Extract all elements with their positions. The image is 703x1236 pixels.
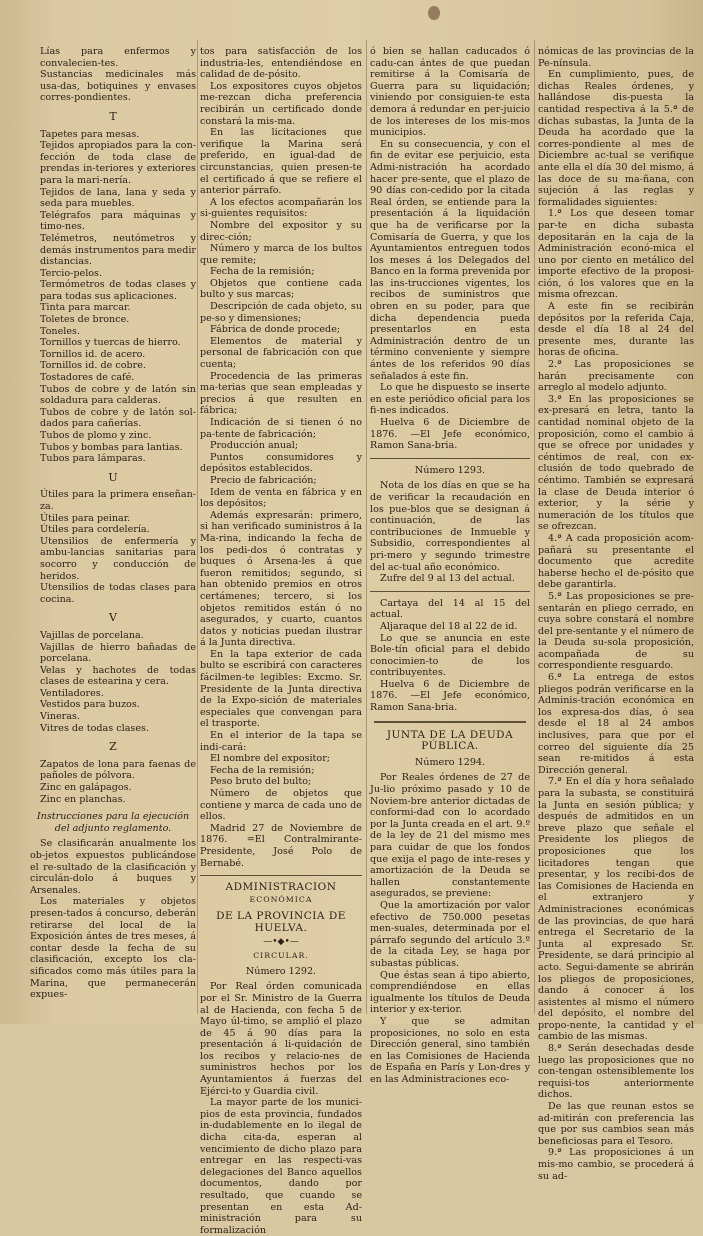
paragraph-continued: nómicas de las provincias de la Pe-nínsula.	[538, 46, 694, 69]
section-subheader: CIRCULAR.	[253, 951, 309, 961]
column-divider	[197, 40, 198, 1014]
paragraph: Nombre del expositor y su direc-ción;	[200, 219, 362, 243]
catalog-item: Tejidos de lana, lana y seda y seda para muebles.	[40, 186, 196, 210]
paragraph: Precio de fabricación;	[210, 474, 317, 486]
catalog-item: Termómetros de todas clases y para todas sus aplicaciones.	[40, 279, 196, 302]
section-rule	[370, 591, 530, 592]
catalog-item: Vineras.	[40, 711, 80, 723]
paragraph: 6.ª La entrega de estos pliegos podrán verificarse en la Adminis-tración económica en los expresa-dos días, ó sea desde el 18 al 24 ambos inclusives, para que por el correo del siguiente día 25 sean re-mitidos á esta Dirección general.	[538, 672, 694, 776]
column-3	[370, 46, 530, 1085]
catalog-item: Ventiladores.	[40, 687, 104, 699]
paragraph-continued: ó bien se hallan caducados ó cadu-can ántes de que puedan remitirse á la Comisaría de Guerra para su liquidación; viniendo por consiguien-te esta demora á redundar en per-juicio de los intereses de los mis-mos municipios.	[370, 46, 530, 139]
section-header: JUNTA DE LA DEUDA PÚBLICA.	[386, 728, 514, 753]
paragraph: 8.ª Serán desechadas desde luego las proposiciones que no con-tengan ostensiblemente los requisi-tos anteriormente dichos.	[538, 1043, 694, 1101]
paragraph: De las que reunan estos se ad-mitirán con preferencia las que por sus cambios sean más beneficiosas para el Tesoro.	[538, 1101, 694, 1147]
paragraph: Nota de los días en que se ha de verificar la recaudación en los pue-blos que se designan á continuación, de las contribuciones de Inmueble y Subsidio, correspondientes al pri-mero y segundo trimestre del ac-tual año económico.	[370, 480, 530, 573]
paragraph: Número y marca de los bultos que remite;	[200, 243, 362, 266]
notice-number: Número 1294.	[414, 756, 486, 768]
catalog-item: Útiles para cordelería.	[40, 524, 150, 536]
catalog-item: Tinta para marcar.	[40, 302, 131, 314]
catalog-item: Zinc en galápagos.	[40, 782, 132, 794]
paragraph: En cumplimiento, pues, de dichas Reales órdenes, y hallándose dis-puesta la cantidad respectiva á la 5.ª de dichas subastas, la Junta de la Deuda ha acordado que la corres-pondiente al mes de Diciembre ac-tual se verifique ante ella el día 30 del mismo, á las doce de su ma-ñana, con sujeción á las reglas y formalidades siguientes:	[538, 69, 694, 208]
column-4	[538, 46, 694, 1182]
catalog-item: Tapetes para mesas.	[40, 128, 140, 140]
section-header: DE LA PROVINCIA DE HUELVA.	[216, 910, 346, 934]
section-header: ADMINISTRACION	[225, 881, 337, 894]
paragraph: Lo que he dispuesto se inserte en este periódico oficial para los fi-nes indicados.	[370, 382, 530, 417]
paragraph: Huelva 6 de Diciembre de 1876. —El Jefe económico, Ramon Sana-bria.	[370, 678, 530, 714]
paragraph: A este fin se recibirán depósitos por la referida Caja, desde el día 18 al 24 del presente mes, durante las horas de oficina.	[538, 301, 694, 359]
catalog-item: Útiles para la primera enseñan-za.	[40, 489, 196, 512]
paragraph: A los efectos acompañarán los si-guientes requisitos:	[200, 196, 362, 220]
paragraph: Que la amortización por valor efectivo de 750.000 pesetas men-suales, determinada por el párrafo segundo del artículo 3.º de la citada Ley, se haga por subastas públicas.	[370, 899, 530, 969]
paragraph: En el interior de la tapa se indi-cará:	[200, 730, 362, 753]
paragraph: Indicación de si tienen ó no pa-tente de fabricación;	[200, 417, 362, 440]
paragraph: Fecha de la remisión;	[210, 266, 315, 278]
catalog-item: Tercio-pelos.	[40, 267, 103, 279]
catalog-item: Tubos de cobre y de latón sin soldadura para calderas.	[40, 383, 196, 407]
paragraph: Producción anual;	[210, 440, 299, 452]
paragraph: Además expresarán: primero, si han verificado suministros á la Ma-rina, indicando la fecha de los pedi-dos ó contratas y buques ó Arsena-les á que fueron remitidos; segundo, si han obtenido premios en otros certámenes; tercero, si los objetos remitidos están ó no asegurados, y cuarto, cuantos datos y noticias puedan ilustrar á la Junta directiva.	[200, 509, 362, 649]
column-2	[200, 46, 362, 1236]
notice-number: Número 1293.	[414, 464, 486, 476]
paragraph: Aljaraque del 18 al 22 de id.	[380, 620, 518, 632]
paragraph: Fábrica de donde procede;	[210, 324, 341, 336]
section-rule	[370, 458, 530, 459]
catalog-item: Zapatos de lona para faenas de pañoles de pólvora.	[40, 758, 196, 782]
paragraph: Procedencia de las primeras ma-terias que sean empleadas y precios á que resulten en fábrica;	[200, 370, 362, 417]
instructions-heading: Instrucciones para la ejecución del adjunto reglamento.	[36, 811, 190, 834]
paragraph: Descripción de cada objeto, su pe-so y dimensiones;	[200, 301, 362, 324]
catalog-item: Tornillos y tuercas de hierro.	[40, 337, 181, 349]
catalog-item: Telégrafos para máquinas y timo-nes.	[40, 209, 196, 233]
catalog-item: Vajillas de porcelana.	[40, 629, 144, 641]
catalog-item: Lías para enfermos y convalecien-tes.	[40, 46, 196, 69]
ornament: —•◆•—	[263, 936, 299, 947]
column-1	[30, 46, 196, 1014]
paragraph: 3.ª En las proposiciones se ex-presará en letra, tanto la cantidad nominal objeto de la proposición, como el cambio á que se ofrece por unidades y céntimos de real, con ex-clusión de todo quebrado de céntimo. También se expresará la clase de Deuda interior ó exterior, y la série y numeración de los títulos que se ofrezcan.	[538, 393, 694, 533]
ink-stain	[428, 6, 440, 20]
paragraph: 2.ª Las proposiciones se harán precisamente con arreglo al modelo adjunto.	[538, 359, 694, 394]
section-letter: V	[109, 611, 117, 625]
catalog-item: Telémetros, neutómetros y demás instrumentos para medir distancias.	[40, 232, 196, 268]
paragraph: Peso bruto del bulto;	[210, 776, 312, 788]
section-subheader: ECONÓMICA	[249, 894, 313, 904]
paragraph: Y que se admitan proposiciones, no solo en esta Dirección general, sino también en las Comisiones de Hacienda de España en París y Lon-dres y en las Administraciones eco-	[370, 1015, 530, 1085]
paragraph: 5.ª Las proposiciones se pre-sentarán en pliego cerrado, en cuya sobre constará el nombre del pre-sentante y el número de la Deuda su-sola proposición, acompañada de su correspondiente resguardo.	[538, 590, 694, 672]
paragraph: 9.ª Las proposiciones á un mis-mo cambio, se procederá á su ad-	[538, 1147, 694, 1182]
paragraph: Lo que se anuncia en este Bole-tín oficial para el debido conocimien-to de los contribuyentes.	[370, 632, 530, 679]
paragraph: El nombre del expositor;	[210, 753, 331, 765]
paragraph: Objetos que contiene cada bulto y sus marcas;	[200, 277, 362, 301]
catalog-item: Tubos de cobre y de latón sol-dados para cañerías.	[40, 406, 196, 430]
notice-number: Número 1292.	[245, 965, 317, 977]
catalog-item: Toletes de bronce.	[40, 314, 130, 326]
catalog-item: Tostadores de café.	[40, 372, 135, 384]
section-letter: T	[109, 109, 117, 123]
catalog-item: Tubos y bombas para lantias.	[40, 441, 183, 453]
catalog-item: Tornillos id. de cobre.	[40, 360, 146, 372]
section-letter: U	[108, 470, 118, 484]
paragraph: Número de objetos que contiene y marca de cada uno de ellos.	[200, 788, 362, 823]
catalog-item: Tubos de plomo y zinc.	[40, 430, 152, 441]
catalog-item: Tornillos id. de acero.	[40, 348, 146, 360]
paragraph: Zufre del 9 al 13 del actual.	[380, 573, 515, 585]
section-rule	[200, 875, 362, 876]
paragraph: La mayor parte de los munici-pios de esta provincia, fundados in-dudablemente en lo ilegal de dicha cita-da, esperan al vencimiento de dicho plazo para entregar en las respecti-vas delegaciones del Banco aquellos documentos, dando por resultado, que cuando se presentan en esta Ad-ministración para su formalización	[200, 1097, 362, 1236]
paragraph: Huelva 6 de Diciembre de 1876. —El Jefe económico, Ramon Sana-bria.	[370, 417, 530, 452]
paragraph: Se clasificarán anualmente los ob-jetos expuestos publicándose el re-sultado de la clasificación y circulán-dolo á buques y Arsenales.	[30, 838, 196, 896]
paragraph: Por Reales órdenes de 27 de Ju-lio próximo pasado y 10 de Noviem-bre anterior dictadas de conformi-dad con lo acordado por la Junta creada en el art. 9.º de la ley de 21 del mismo mes para cuidar de que los fondos que exija el pago de inte-reses y amortización de la Deuda se hallen constantemente asegurados, se previene:	[370, 772, 530, 900]
catalog-item: Tejidos apropiados para la con-fección de toda clase de prendas in-teriores y exteriores para la mari-nería.	[40, 140, 196, 186]
section-rule	[374, 721, 526, 723]
column-divider	[366, 40, 367, 1014]
paragraph: Elementos de material y personal de fabricación con que cuenta;	[200, 335, 362, 371]
paragraph: Los materiales y objetos presen-tados á concurso, deberán retirarse del local de la Exposición ántes de tres meses, á contar desde la fecha de su clasificación, excepto los cla-sificados como más útiles para la Marina, que permanecerán expues-	[30, 896, 196, 1001]
catalog-item: Vajillas de hierro bañadas de porcelana.	[40, 641, 196, 665]
catalog-item: Vitres de todas clases.	[40, 722, 149, 734]
catalog-item: Toneles.	[40, 325, 81, 337]
section-letter: Z	[109, 740, 117, 754]
paragraph: 1.ª Los que deseen tomar par-te en dicha subasta depositarán en la caja de la Administración econó-mica el uno por ciento en metálico del importe efectivo de la proposi-ción, ó los valores que en la misma ofrezcan.	[538, 208, 694, 301]
paragraph: En su consecuencia, y con el fin de evitar ese perjuicio, esta Admi-nistración ha acordado hacer pre-sente, que el plazo de 90 días con-cedido por la citada Real órden, se entiende para la presentación á la liquidación que ha de verificarse por la Comisaría de Guerra, y que los Ayuntamientos entreguen todos los meses á los Delegados del Banco en la forma prevenida por las ins-trucciones vigentes, los recibos de suministros que obren en su poder, para que dicha dependencia pueda presentarlos en esta Administración dentro de un término conveniente y siempre ántes de los referidos 90 días señalados á este fin.	[370, 138, 530, 382]
catalog-item: Zinc en planchas.	[40, 793, 126, 805]
catalog-item: Tubos para lámparas.	[40, 453, 146, 465]
catalog-item: Utensilios de enfermería y ambu-lancias sanitarias para socorro y conducción de heridos.	[40, 535, 196, 582]
paragraph: En la tapa exterior de cada bulto se escribirá con caracteres fácilmen-te legibles: Excmo. Sr. Presidente de la Junta directiva de la Expo-sición de materiales especiales que convengan para el trasporte.	[200, 648, 362, 730]
catalog-item: Utensilios de todas clases para cocina.	[40, 582, 196, 605]
paragraph: Idem de venta en fábrica y en los depósitos;	[200, 486, 362, 510]
paragraph: Cartaya del 14 al 15 del actual.	[370, 597, 530, 621]
catalog-item: Sustancias medicinales más usa-das, botiquines y envases corres-pondientes.	[40, 69, 196, 104]
paragraph: Madrid 27 de Noviembre de 1876. =El Contralmirante-Presidente, José Polo de Bernabé.	[200, 822, 362, 869]
catalog-item: Útiles para peinar.	[40, 512, 131, 524]
catalog-item: Velas y hachotes de todas clases de estearina y cera.	[40, 664, 196, 688]
paragraph: Puntos consumidores y depósitos establecidos.	[200, 451, 362, 475]
paragraph-continued: tos para satisfacción de los industria-les, entendiéndose en calidad de de-pósito.	[200, 46, 362, 81]
column-divider	[534, 40, 535, 1014]
paragraph: 7.ª En el día y hora señalado para la subasta, se constituirá la Junta en sesión pública; y después de admitidos en un breve plazo que señale el Presidente los pliegos de proposiciones que los licitadores tengan que presentar, y los recibi-dos de las Comisiones de Hacienda en el extranjero y Administraciones económicas de las provincias, de que hará entrega el Secretario de la Junta al expresado Sr. Presidente, se dará principio al acto. Segui-damente se abrirán los pliegos de proposiciones, dando á conocer á los asistentes al mismo el número del depósito, el nombre del propo-nente, la cantidad y el cambio de las mismas.	[538, 776, 694, 1043]
paragraph: 4.ª A cada proposición acom-pañará su presentante el documento que acredite haberse hecho el de-pósito que debe garantirla.	[538, 532, 694, 591]
catalog-item: Vestidos para buzos.	[40, 699, 140, 711]
paragraph: Por Real órden comunicada por el Sr. Ministro de la Guerra al de Hacienda, con fecha 5 de Mayo úl-timo, se amplió el plazo de 45 á 90 días para la presentación á li-quidación de los recibos y relacio-nes de suministros hechos por los Ayuntamientos á fuerzas del Ejérci-to y Guardia civil.	[200, 981, 362, 1097]
paragraph: Que éstas sean á tipo abierto, comprendiéndose en ellas igualmente los títulos de Deuda interior y ex-terior.	[370, 969, 530, 1016]
paragraph: En las licitaciones que verifique la Marina será preferido, en igual-dad de circunstancias, quien presen-te el certificado á que se refiere el anterior párrafo.	[200, 127, 362, 197]
paragraph: Fecha de la remisión;	[210, 764, 315, 776]
paragraph: Los expositores cuyos objetos me-rezcan dicha preferencia recibirán un certificado donde constará la mis-ma.	[200, 80, 362, 127]
